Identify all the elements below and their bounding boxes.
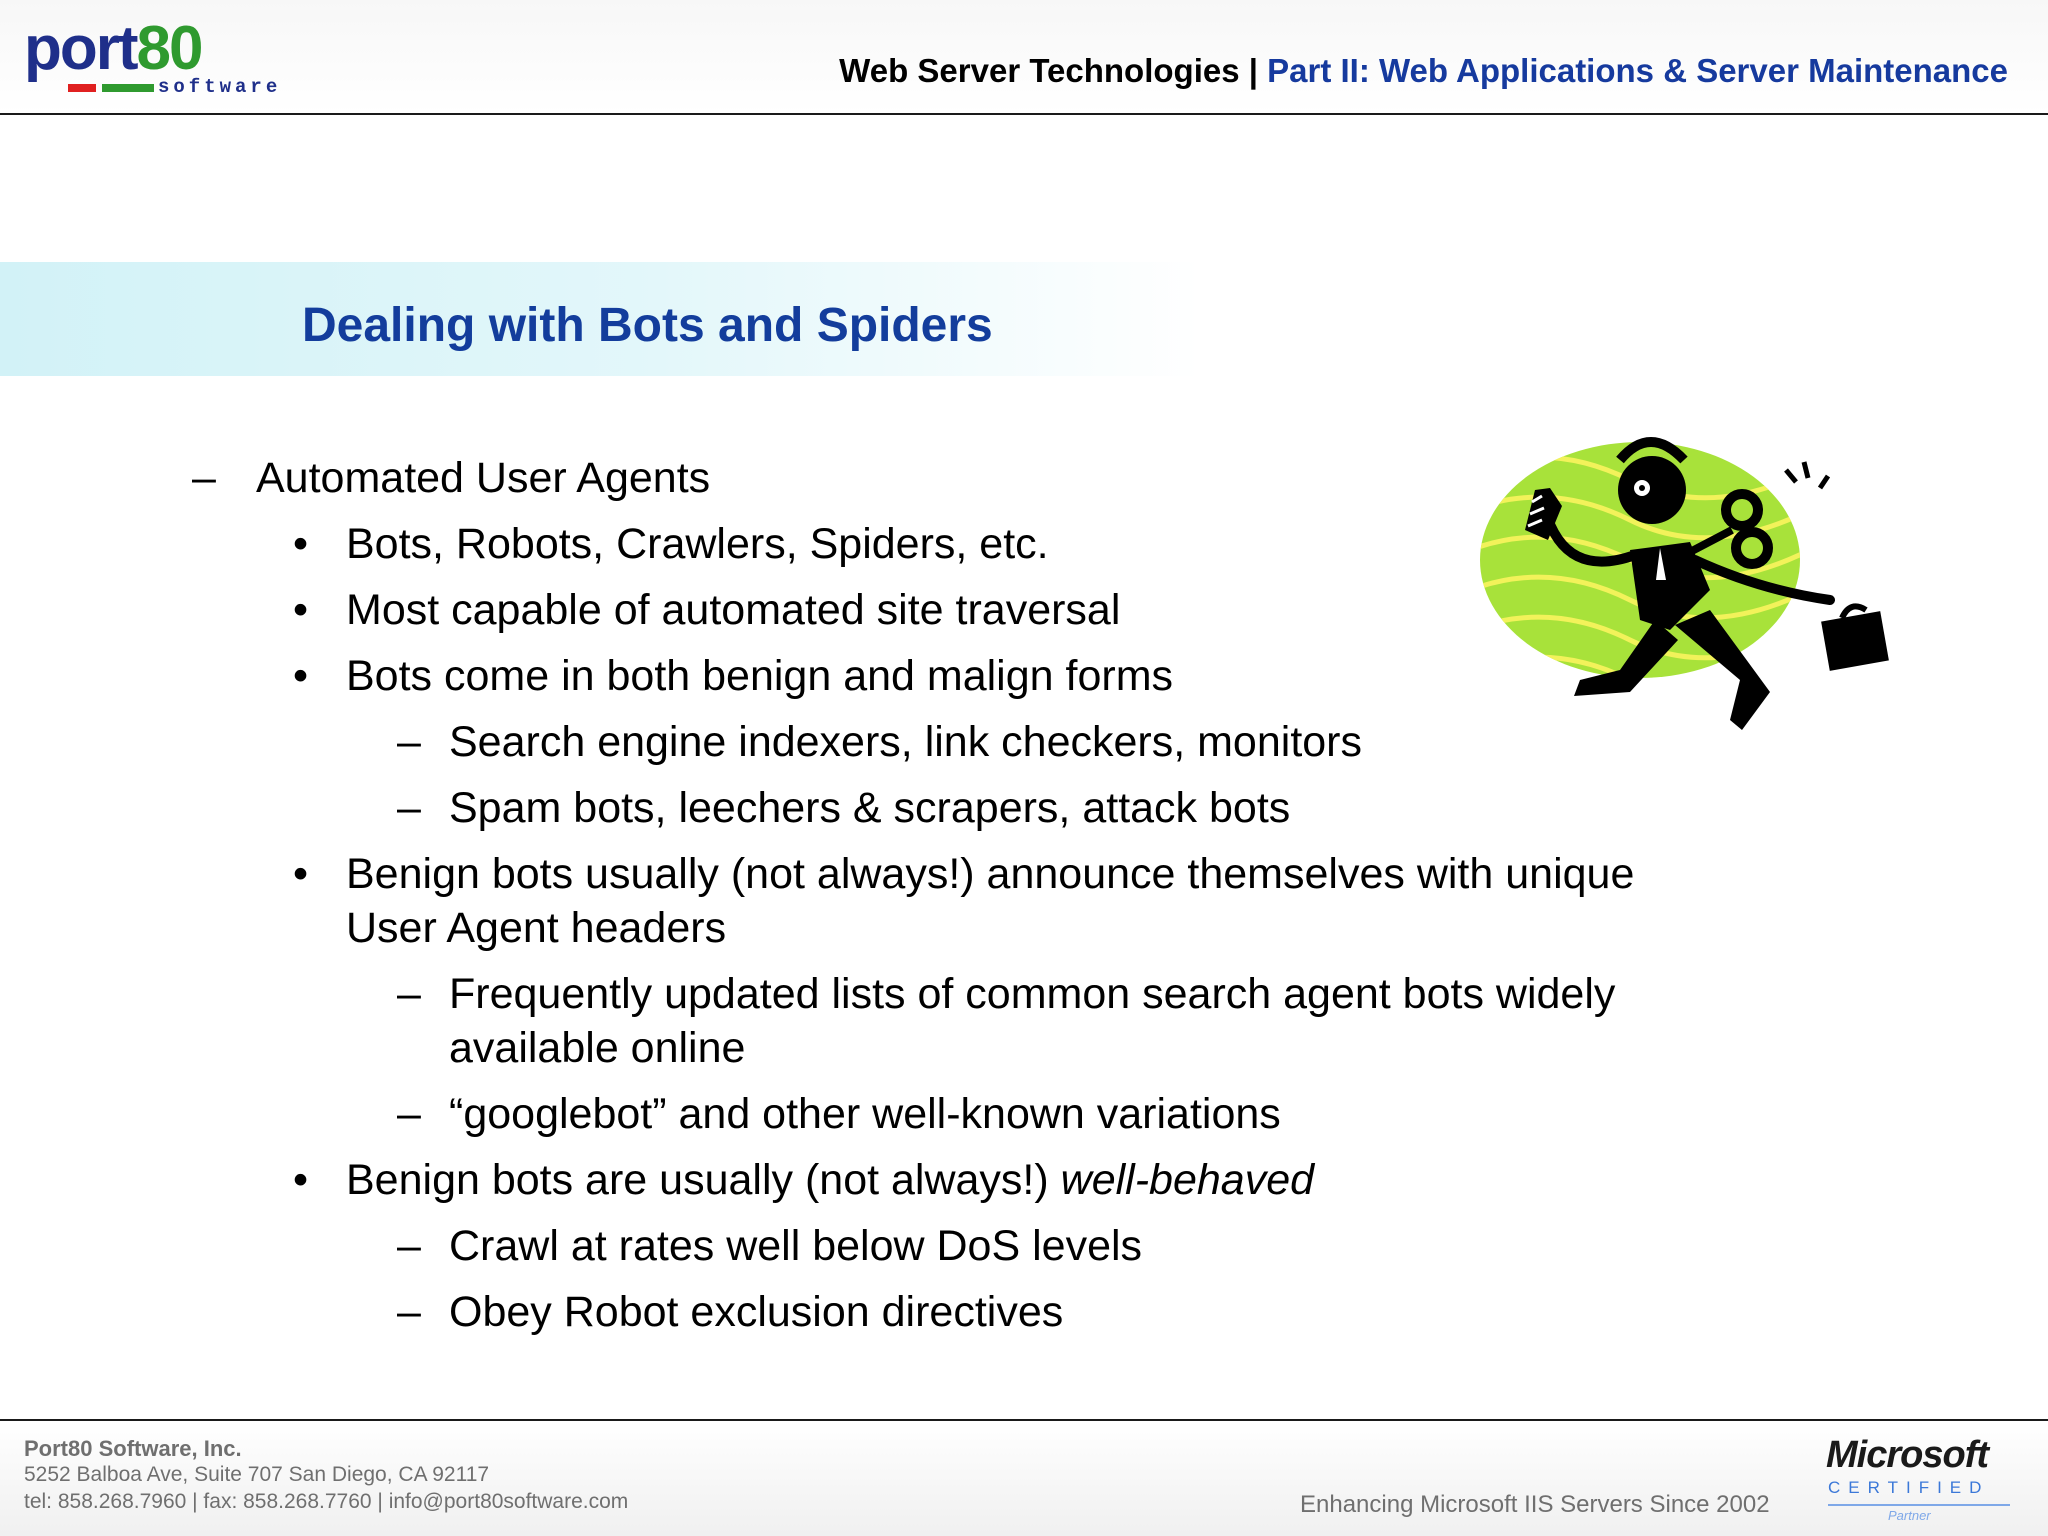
header-divider [0,113,2048,115]
bullet-text: Spam bots, leechers & scrapers, attack bots [449,784,1291,832]
bullet-text: Obey Robot exclusion directives [449,1288,1064,1336]
bullet-marker: • [293,850,309,898]
bullet-marker: – [397,970,421,1018]
bullet-marker: • [293,520,309,568]
slide-title: Dealing with Bots and Spiders [302,299,993,352]
course-title-part: Part II: Web Applications & Server Maintenance [1267,52,2008,89]
logo-word: port80 [24,14,202,83]
footer-contact: tel: 858.268.7960 | fax: 858.268.7760 | info@port80software.com [24,1490,629,1513]
bullet-text: Benign bots usually (not always!) announce themselves with unique [346,850,1635,898]
course-title-main: Web Server Technologies | [839,52,1268,89]
bullet-marker: – [397,1090,421,1138]
bullet-text: “googlebot” and other well-known variations [449,1090,1281,1138]
bullet-text-continued: available online [449,1024,746,1072]
head [1618,456,1686,524]
emphasis-text: well-behaved [1060,1156,1315,1204]
logo-subtitle: software [158,76,282,98]
bullet-marker: • [293,652,309,700]
bullet-text: Benign bots are usually (not always!) well-behaved [346,1156,1315,1204]
running-businessman-windup-key-icon [1470,430,1910,770]
logo-green-bar [102,84,154,92]
course-title [839,52,2008,90]
bullet-marker: – [397,1288,421,1336]
ms-logo-partner: Partner [1888,1508,1931,1523]
bullet-text: Automated User Agents [256,454,711,502]
bullet-marker: – [192,454,216,502]
bullet-text: Bots, Robots, Crawlers, Spiders, etc. [346,520,1049,568]
ms-logo-rule [1828,1504,2010,1506]
bullet-text: Bots come in both benign and malign forms [346,652,1174,700]
footer-tagline: Enhancing Microsoft IIS Servers Since 2002 [1300,1491,1770,1518]
port80-logo [24,14,282,98]
bullet-text: Frequently updated lists of common search agent bots widely [449,970,1616,1018]
microsoft-certified-partner-logo [1826,1434,2016,1524]
logo-red-bar [68,84,96,92]
bullet-marker: • [293,1156,309,1204]
bullet-text: Crawl at rates well below DoS levels [449,1222,1143,1270]
footer-address: 5252 Balboa Ave, Suite 707 San Diego, CA 92117 [24,1463,490,1486]
bullet-marker: • [293,586,309,634]
bullet-marker: – [397,718,421,766]
bullet-text: Most capable of automated site traversal [346,586,1121,634]
bullet-marker: – [397,784,421,832]
bullet-text: Search engine indexers, link checkers, monitors [449,718,1362,766]
ms-logo-certified: CERTIFIED [1828,1478,1990,1497]
ms-logo-word: Microsoft [1826,1434,1988,1476]
bullet-text-continued: User Agent headers [346,904,727,952]
footer-company: Port80 Software, Inc. [24,1436,242,1461]
bullet-marker: – [397,1222,421,1270]
